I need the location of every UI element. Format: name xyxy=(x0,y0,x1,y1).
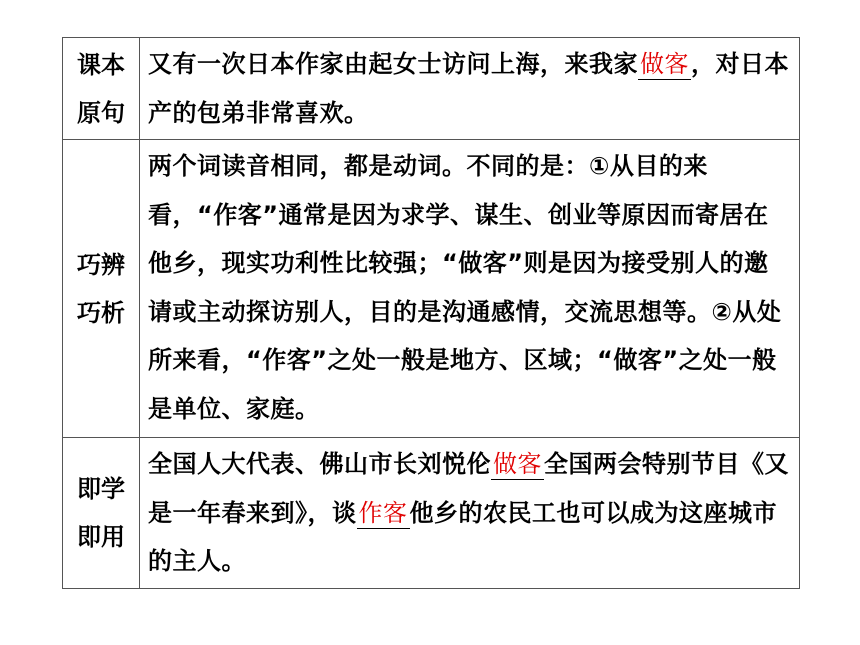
answer-blank: 做客 xyxy=(640,50,689,78)
label-line: 巧辨 xyxy=(77,250,125,279)
answer-blank: 做客 xyxy=(493,450,542,478)
row-label-textbook xyxy=(63,38,140,140)
content-analysis xyxy=(140,140,800,438)
label-line: 即学 xyxy=(77,474,125,503)
text-segment: 全国人大代表、佛山市长刘悦伦 xyxy=(148,450,491,478)
label-line: 课本 xyxy=(77,50,125,79)
text-segment: 全国两会特别节目《又是一年春来到》，谈 xyxy=(148,450,789,527)
row-analysis xyxy=(63,140,800,438)
label-line: 巧析 xyxy=(77,298,125,327)
row-practice xyxy=(63,438,800,589)
text-segment: 他乡的农民工也可以成为这座城市的主人。 xyxy=(148,498,777,575)
content-practice xyxy=(140,438,800,589)
label-line: 即用 xyxy=(77,522,125,551)
row-label-analysis xyxy=(63,140,140,438)
analysis-text: 两个词读音相同，都是动词。不同的是：①从目的来看，“作客”通常是因为求学、谋生、创业等原因而寄居在他乡，现实功利性比较强；“做客”则是因为接受别人的邀请或主动探访别人，目的是沟通感情，交流思想等。②从处所来看，“作客”之处一般是地方、区域；“做客”之处一般是单位、家庭。 xyxy=(148,152,782,423)
answer-blank: 作客 xyxy=(358,498,408,527)
row-textbook-sentence xyxy=(63,38,800,140)
text-segment: 又有一次日本作家由起女士访问上海，来我家 xyxy=(148,50,638,78)
text-segment: ，对日本产的包弟非常喜欢。 xyxy=(148,50,789,127)
label-line: 原句 xyxy=(77,98,125,127)
vocab-table xyxy=(62,37,800,589)
row-label-practice xyxy=(63,438,140,589)
content-textbook xyxy=(140,38,800,140)
